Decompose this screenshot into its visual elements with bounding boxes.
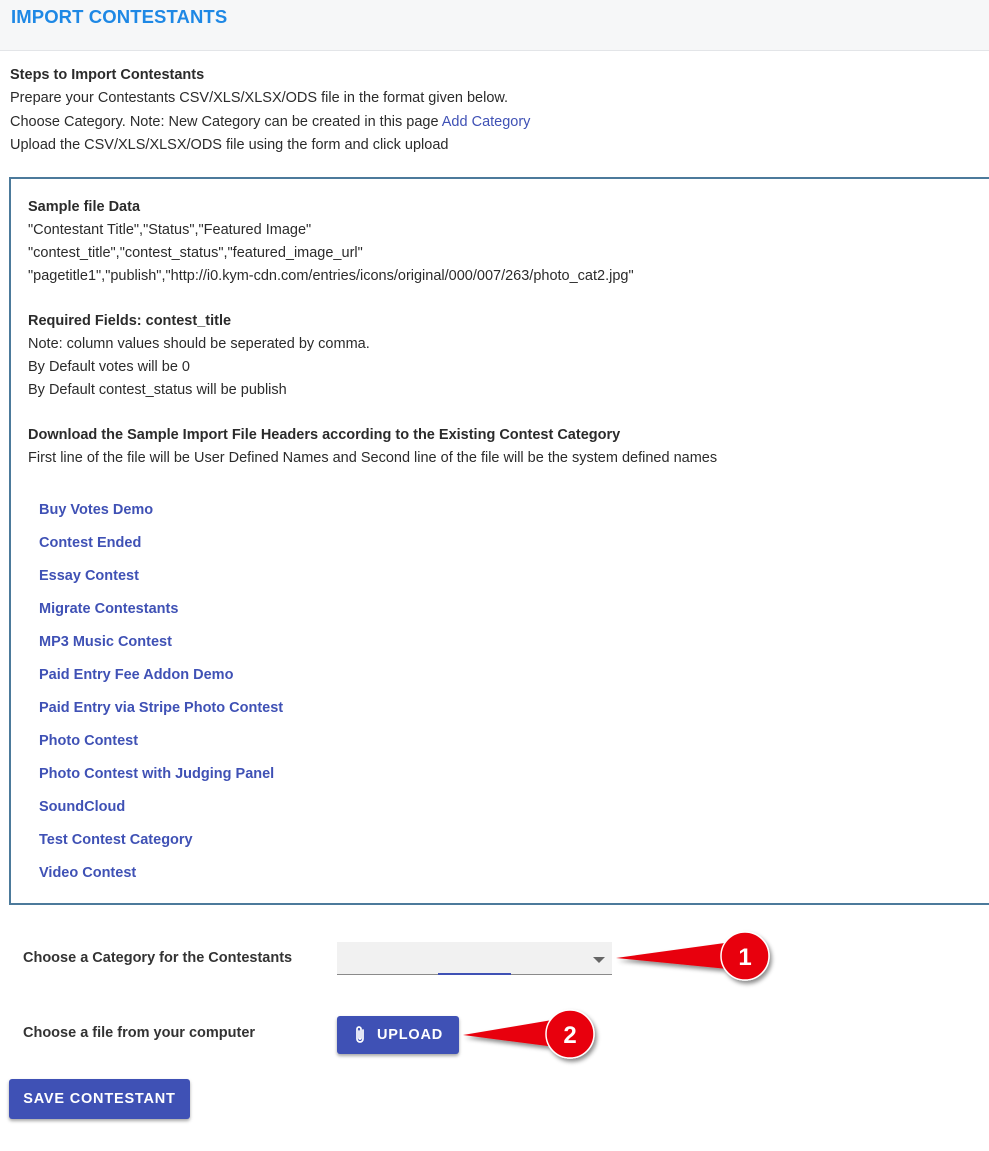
category-link-migrate-contestants[interactable]: Migrate Contestants: [39, 601, 179, 617]
note-line-1: Note: column values should be seperated by comma.: [28, 336, 370, 352]
file-field-label: Choose a file from your computer: [23, 1025, 256, 1041]
sample-row-2: "contest_title","contest_status","featured_image_url": [28, 245, 363, 261]
annotation-marker-2: 2: [563, 1022, 577, 1049]
category-link-test-contest-category[interactable]: Test Contest Category: [39, 832, 193, 848]
category-link-photo-contest-judging[interactable]: Photo Contest with Judging Panel: [39, 766, 275, 782]
annotation-marker-1: 1: [738, 944, 752, 971]
save-button-label: SAVE CONTESTANT: [23, 1091, 176, 1107]
upload-button-label: UPLOAD: [376, 1027, 444, 1043]
category-field-label: Choose a Category for the Contestants: [23, 950, 293, 966]
category-link-photo-contest[interactable]: Photo Contest: [39, 733, 139, 749]
category-link-paid-entry-stripe-photo[interactable]: Paid Entry via Stripe Photo Contest: [39, 700, 284, 716]
step-line-1: Prepare your Contestants CSV/XLS/XLSX/ODS file in the format given below.: [10, 90, 509, 107]
add-category-link[interactable]: Add Category: [441, 113, 531, 130]
category-link-video-contest[interactable]: Video Contest: [39, 865, 137, 881]
category-link-mp3-music-contest[interactable]: MP3 Music Contest: [39, 634, 172, 650]
download-description: First line of the file will be User Defined Names and Second line of the file will be the system defined names: [28, 450, 718, 466]
category-link-contest-ended[interactable]: Contest Ended: [39, 535, 142, 551]
page-title: IMPORT CONTESTANTS: [11, 6, 228, 27]
category-link-buy-votes-demo[interactable]: Buy Votes Demo: [39, 502, 154, 518]
category-link-essay-contest[interactable]: Essay Contest: [39, 568, 139, 584]
steps-heading: Steps to Import Contestants: [10, 67, 205, 83]
required-fields: Required Fields: contest_title: [28, 313, 232, 329]
sample-heading: Sample file Data: [28, 199, 141, 215]
note-line-3: By Default contest_status will be publish: [28, 382, 287, 398]
note-line-2: By Default votes will be 0: [28, 359, 190, 375]
category-link-paid-entry-fee-addon-demo[interactable]: Paid Entry Fee Addon Demo: [39, 667, 234, 683]
sample-row-3: "pagetitle1","publish","http://i0.kym-cdn.com/entries/icons/original/000/007/263/photo_cat2.jpg": [28, 268, 634, 284]
step-line-3: Upload the CSV/XLS/XLSX/ODS file using the form and click upload: [10, 136, 449, 153]
category-link-soundcloud[interactable]: SoundCloud: [39, 799, 126, 815]
step-line-2-text: Choose Category. Note: New Category can be created in this page: [10, 113, 439, 130]
download-heading: Download the Sample Import File Headers according to the Existing Contest Category: [28, 427, 621, 443]
sample-row-1: "Contestant Title","Status","Featured Image": [28, 222, 312, 238]
